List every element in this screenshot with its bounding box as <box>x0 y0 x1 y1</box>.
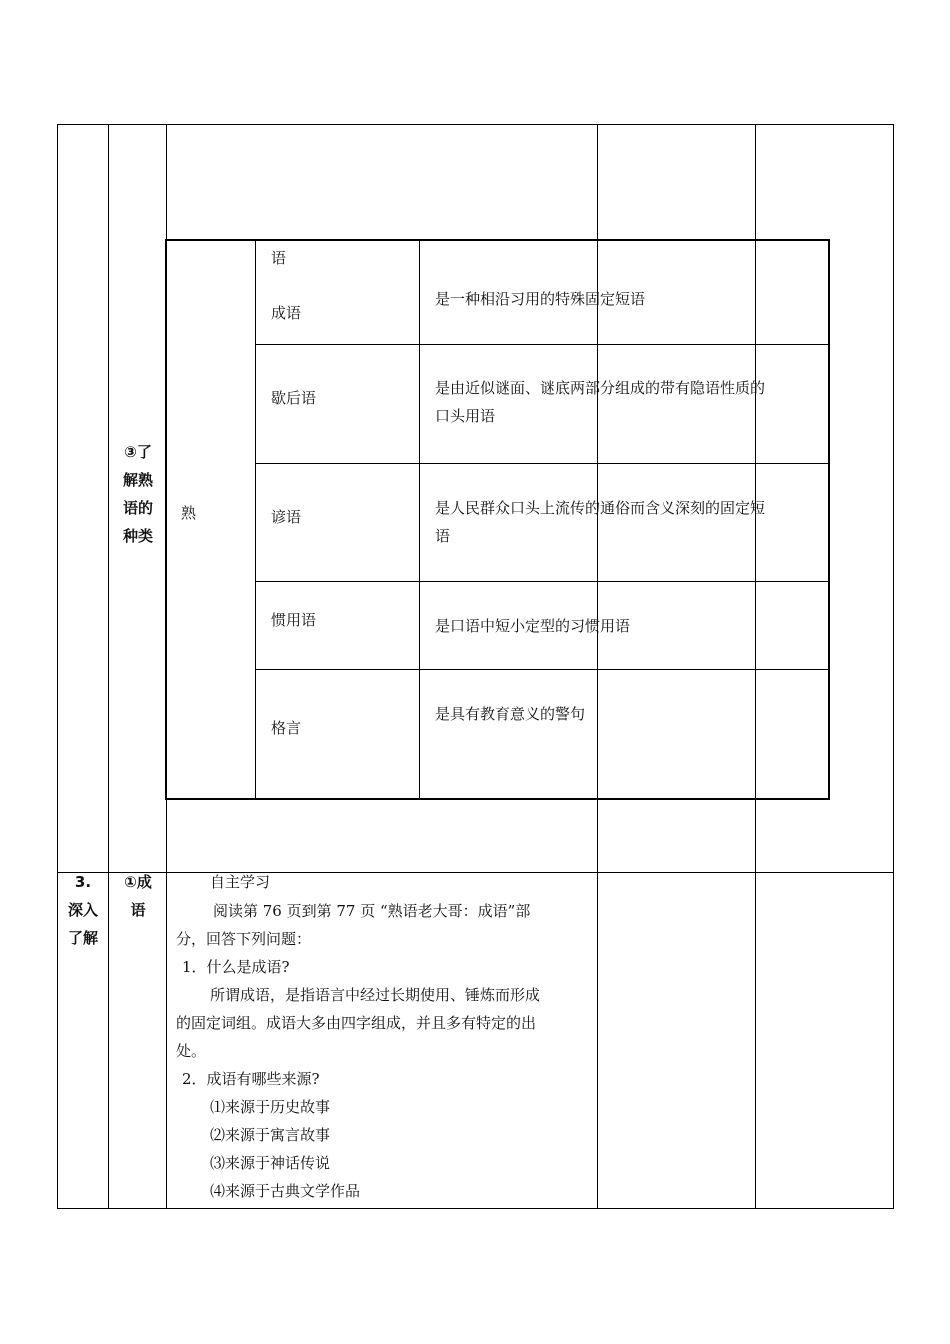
definition-line: 是具有教育意义的警句 <box>435 705 586 723</box>
topic-label-chengyu <box>110 868 166 924</box>
outer-col-line-6 <box>893 124 894 1209</box>
definition-line: 语 <box>435 527 451 545</box>
term-geyan: 格言 <box>271 719 302 737</box>
outer-table-bottom-border <box>57 1208 894 1209</box>
inner-col-line-1 <box>255 239 256 799</box>
content-line: 分，回答下列问题： <box>176 930 312 948</box>
inner-table-top <box>165 239 830 241</box>
definition-line: 口头用语 <box>435 407 496 425</box>
inner-table-right <box>828 239 830 800</box>
outer-col-line-2 <box>108 124 109 1209</box>
content-line: 所谓成语，是指语言中经过长期使用、锤炼而形成 <box>210 986 541 1004</box>
label-line: 种类 <box>122 527 153 545</box>
definition-guanyongyu <box>435 612 630 640</box>
outer-table-top-border <box>57 124 894 125</box>
term-xiehouyu: 歇后语 <box>271 389 317 407</box>
definition-xiehouyu <box>435 374 765 430</box>
definition-yanyu <box>435 494 765 550</box>
content-list-item: ⑷来源于古典文学作品 <box>210 1182 361 1200</box>
definition-line: 是由近似谜面、谜底两部分组成的带有隐语性质的 <box>435 379 766 397</box>
definition-line: 是口语中短小定型的习惯用语 <box>435 617 631 635</box>
label-line: ①成 <box>124 873 152 891</box>
content-list-item: ⑵来源于寓言故事 <box>210 1126 331 1144</box>
label-line: ③了 <box>124 443 152 461</box>
label-line: 了解 <box>67 929 98 947</box>
content-question: 1．什么是成语? <box>182 958 290 976</box>
definition-line: 是一种相沿习用的特殊固定短语 <box>435 290 646 308</box>
inner-row-line-3 <box>255 581 829 582</box>
label-line: 语的 <box>122 499 153 517</box>
content-list-item: ⑴来源于历史故事 <box>210 1098 331 1116</box>
outer-col-line-5 <box>755 124 756 1209</box>
content-heading: 自主学习 <box>210 873 271 891</box>
content-line: 阅读第 76 页到第 77 页 “熟语老大哥：成语”部 <box>213 902 531 920</box>
inner-row-line-4 <box>255 669 829 670</box>
section-divider <box>57 872 894 873</box>
step-label-deep-understanding <box>58 868 108 952</box>
term-guanyongyu: 惯用语 <box>271 611 317 629</box>
content-line: 处。 <box>176 1042 207 1060</box>
root-label: 熟 <box>181 504 197 522</box>
inner-row-line-2 <box>255 463 829 464</box>
inner-table-bottom <box>165 798 830 800</box>
definition-geyan <box>435 700 585 728</box>
content-question: 2．成语有哪些来源? <box>182 1070 320 1088</box>
header-fragment: 语 <box>271 249 287 267</box>
label-line: 解熟 <box>122 471 153 489</box>
section-label-kinds-of-idioms <box>110 438 166 550</box>
outer-col-line-1 <box>57 124 58 1209</box>
term-yanyu: 谚语 <box>271 508 302 526</box>
content-list-item: ⑶来源于神话传说 <box>210 1154 331 1172</box>
label-line: 语 <box>130 901 146 919</box>
content-line: 的固定词组。成语大多由四字组成，并且多有特定的出 <box>176 1014 537 1032</box>
definition-line: 是人民群众口头上流传的通俗而含义深刻的固定短 <box>435 499 766 517</box>
definition-chengyu <box>435 285 645 313</box>
inner-col-line-2 <box>419 239 420 799</box>
term-chengyu: 成语 <box>271 304 302 322</box>
inner-table-left <box>165 239 167 800</box>
label-line: 3. <box>74 873 92 891</box>
label-line: 深入 <box>67 901 98 919</box>
inner-row-line-1 <box>255 344 829 345</box>
